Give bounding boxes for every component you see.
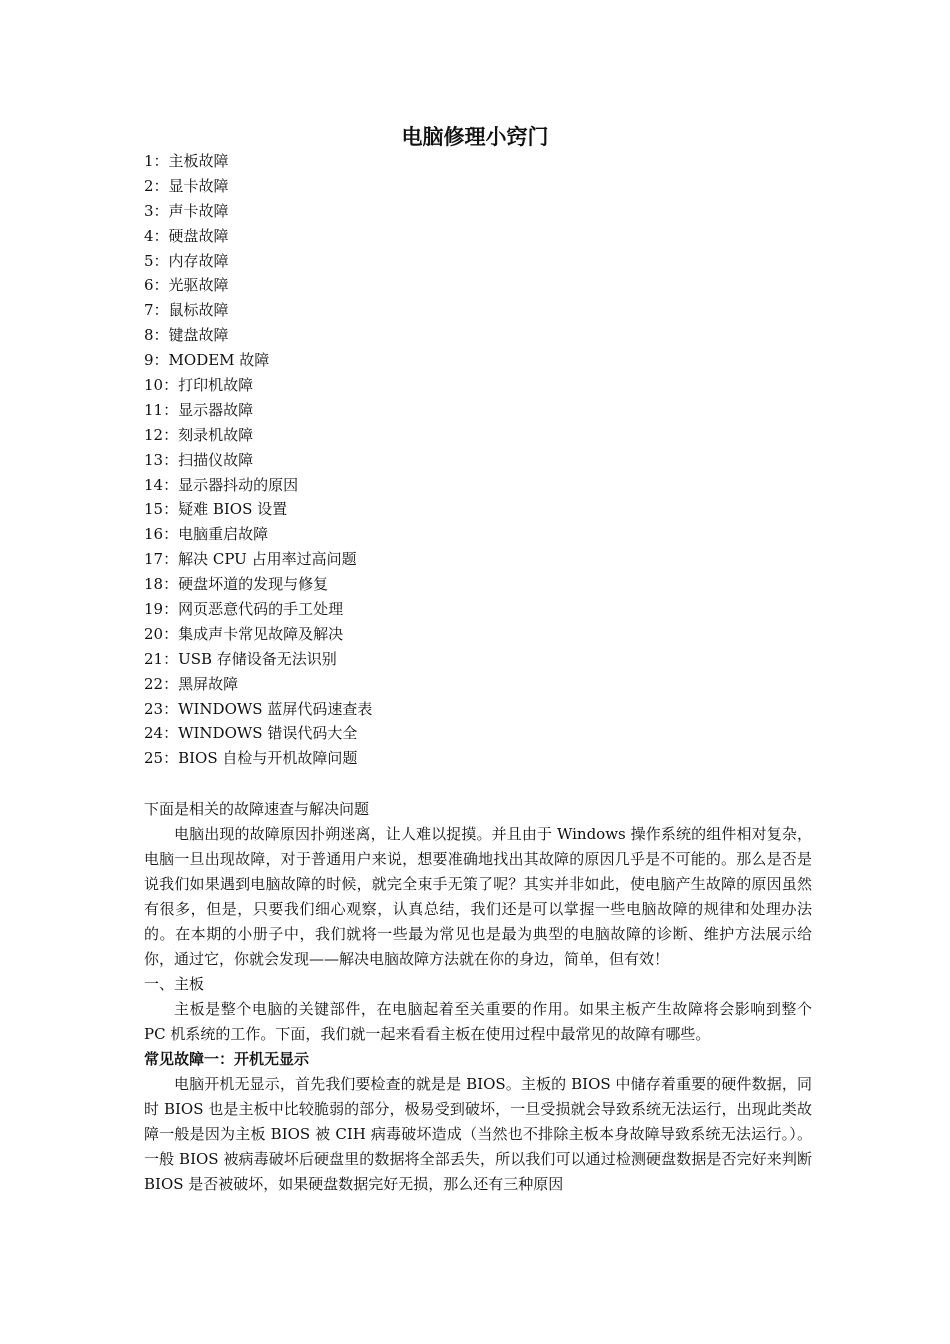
- fault-paragraph-no-display: 电脑开机无显示，首先我们要检查的就是是 BIOS。主板的 BIOS 中储存着重要的硬件数据，同时 BIOS 也是主板中比较脆弱的部分，极易受到破坏，一旦受损就会导致系统无法运行，出现此类故障一般是因为主板 BIOS 被 CIH 病毒破坏造成（当然也不排除主板本身故障导致系统无法运行。）。一般 BIOS 被病毒破坏后硬盘里的数据将全部丢失，所以我们可以通过检测硬盘数据是否完好来判断 BIOS 是否被破坏，如果硬盘数据完好无损，那么还有三种原因: [144, 1075, 812, 1193]
- toc-item: 12：刻录机故障: [144, 425, 254, 444]
- toc-item: 17：解决 CPU 占用率过高问题: [144, 550, 357, 569]
- toc-item: 24：WINDOWS 错误代码大全: [144, 724, 358, 743]
- toc-item: 4：硬盘故障: [144, 226, 229, 245]
- toc-item: 11：显示器故障: [144, 400, 254, 419]
- toc-item: 16：电脑重启故障: [144, 525, 269, 544]
- toc-item: 21：USB 存储设备无法识别: [144, 649, 337, 668]
- toc-item: 13：扫描仪故障: [144, 450, 254, 469]
- toc-item: 8：键盘故障: [144, 326, 229, 345]
- intro-heading: 下面是相关的故障速查与解决问题: [144, 800, 370, 818]
- toc-item: 22：黑屏故障: [144, 674, 239, 693]
- toc-item: 3：声卡故障: [144, 201, 229, 220]
- toc-item: 20：集成声卡常见故障及解决: [144, 624, 344, 643]
- toc-item: 25：BIOS 自检与开机故障问题: [144, 749, 358, 768]
- document-title: 电脑修理小窍门: [401, 125, 549, 149]
- toc-item: 2：显卡故障: [144, 176, 229, 195]
- section-paragraph-motherboard: 主板是整个电脑的关键部件，在电脑起着至关重要的作用。如果主板产生故障将会影响到整个 PC 机系统的工作。下面，我们就一起来看看主板在使用过程中最常见的故障有哪些。: [144, 1000, 812, 1043]
- toc-item: 7：鼠标故障: [144, 301, 229, 320]
- toc-item: 14：显示器抖动的原因: [144, 475, 299, 494]
- section-heading-motherboard: 一、主板: [144, 975, 205, 993]
- toc-item: 9：MODEM 故障: [144, 351, 270, 370]
- document-body: [144, 797, 812, 1197]
- toc-item: 1：主板故障: [144, 152, 229, 170]
- toc-item: 15：疑难 BIOS 设置: [144, 500, 288, 519]
- intro-paragraph: 电脑出现的故障原因扑朔迷离，让人难以捉摸。并且由于 Windows 操作系统的组件相对复杂，电脑一旦出现故障，对于普通用户来说，想要准确地找出其故障的原因几乎是不可能的。那么是否是说我们如果遇到电脑故障的时候，就完全束手无策了呢？其实并非如此，使电脑产生故障的原因虽然有很多，但是，只要我们细心观察，认真总结，我们还是可以掌握一些电脑故障的规律和处理办法的。在本期的小册子中，我们就将一些最为常见也是最为典型的电脑故障的诊断、维护方法展示给你，通过它，你就会发现——解决电脑故障方法就在你的身边，简单，但有效！: [144, 825, 812, 968]
- toc-item: 10：打印机故障: [144, 376, 254, 395]
- toc-item: 23：WINDOWS 蓝屏代码速查表: [144, 699, 373, 718]
- toc-item: 5：内存故障: [144, 251, 229, 270]
- toc-item: 18：硬盘坏道的发现与修复: [144, 575, 329, 594]
- fault-heading-no-display: 常见故障一：开机无显示: [144, 1050, 310, 1068]
- table-of-contents: [144, 149, 372, 771]
- toc-item: 6：光驱故障: [144, 276, 229, 295]
- toc-item: 19：网页恶意代码的手工处理: [144, 600, 344, 619]
